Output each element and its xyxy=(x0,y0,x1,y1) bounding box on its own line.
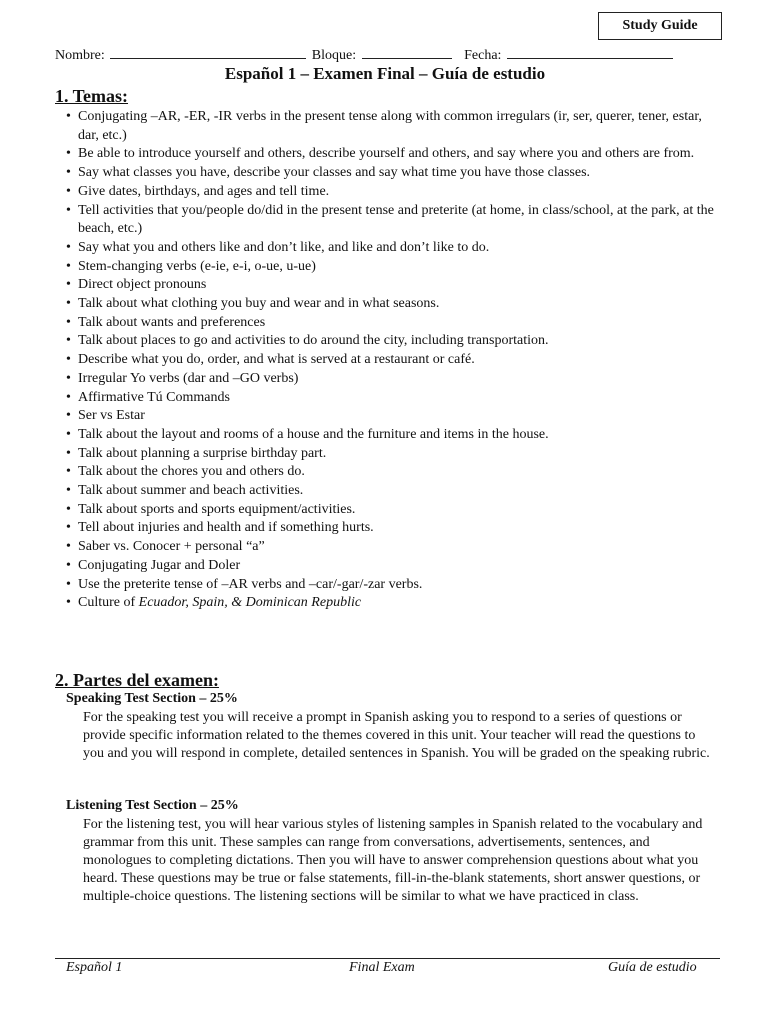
page-title: Español 1 – Examen Final – Guía de estudio xyxy=(224,64,546,83)
list-item: • Talk about sports and sports equipment/activities. xyxy=(66,501,716,520)
list-item: • Tell about injuries and health and if something hurts. xyxy=(66,519,716,538)
list-item: • Talk about the chores you and others do. xyxy=(66,463,716,482)
bloque-field[interactable] xyxy=(362,46,452,59)
fecha-label: Fecha: xyxy=(464,48,502,63)
list-item: • Affirmative Tú Commands xyxy=(66,389,716,408)
list-item: • Conjugating –AR, -ER, -IR verbs in the present tense along with common irregulars (ir, ser, querer, tener, estar, dar, etc.) xyxy=(66,108,716,145)
list-item: • Talk about planning a surprise birthday part. xyxy=(66,445,716,464)
list-item: • Give dates, birthdays, and ages and tell time. xyxy=(66,183,716,202)
list-item-culture xyxy=(66,594,716,613)
list-item: • Ser vs Estar xyxy=(66,407,716,426)
footer-left: Español 1 xyxy=(66,960,123,975)
listening-section-heading: Listening Test Section – 25% xyxy=(66,798,239,813)
list-item: • Irregular Yo verbs (dar and –GO verbs) xyxy=(66,370,716,389)
fecha-field[interactable] xyxy=(507,46,673,59)
topics-list xyxy=(66,108,716,613)
list-item: • Talk about what clothing you buy and wear and in what seasons. xyxy=(66,295,716,314)
nombre-label: Nombre: xyxy=(55,48,105,63)
bloque-label: Bloque: xyxy=(311,48,357,63)
list-item: • Saber vs. Conocer + personal “a” xyxy=(66,538,716,557)
nombre-field[interactable] xyxy=(110,46,306,59)
footer-center: Final Exam xyxy=(349,960,415,975)
list-item: • Talk about the layout and rooms of a house and the furniture and items in the house. xyxy=(66,426,716,445)
speaking-section-text: For the speaking test you will receive a prompt in Spanish asking you to respond to a series of questions or provide specific information related to the themes covered in this unit. Your teacher will read the questions to you and you will respond in complete, detailed sentences in Spanish. You will be graded on the speaking rubric. xyxy=(83,710,710,761)
list-item: • Talk about wants and preferences xyxy=(66,314,716,333)
culture-prefix: Culture of xyxy=(78,595,139,611)
list-item: • Say what classes you have, describe your classes and say what time you have those classes. xyxy=(66,164,716,183)
footer-divider xyxy=(55,958,720,959)
list-item: • Tell activities that you/people do/did in the present tense and preterite (at home, in class/school, at the park, at the beach, etc.) xyxy=(66,202,716,239)
section-partes-heading: 2. Partes del examen: xyxy=(55,670,219,690)
list-item: • Conjugating Jugar and Doler xyxy=(66,557,716,576)
list-item: • Direct object pronouns xyxy=(66,276,716,295)
list-item: • Talk about places to go and activities to do around the city, including transportation. xyxy=(66,332,716,351)
study-guide-badge: Study Guide xyxy=(598,12,722,40)
list-item: • Use the preterite tense of –AR verbs and –car/-gar/-zar verbs. xyxy=(66,576,716,595)
list-item: • Talk about summer and beach activities. xyxy=(66,482,716,501)
footer-right: Guía de estudio xyxy=(608,960,697,975)
list-item: • Stem-changing verbs (e-ie, e-i, o-ue, u-ue) xyxy=(66,258,716,277)
culture-places: Ecuador, Spain, & Dominican Republic xyxy=(138,595,362,611)
listening-section-text: For the listening test, you will hear various styles of listening samples in Spanish related to the vocabulary and grammar from this unit. These samples can range from conversations, advertisements, sentences, and monologues to completing dictations. Then you will have to answer comprehension questions about what you heard. These questions may be true or false statements, fill-in-the-blank statements, short answer questions, or multiple-choice questions. The listening sections will be similar to what we have practiced in class. xyxy=(83,817,703,904)
list-item: • Say what you and others like and don’t like, and like and don’t like to do. xyxy=(66,239,716,258)
list-item: • Describe what you do, order, and what is served at a restaurant or café. xyxy=(66,351,716,370)
student-info-fields xyxy=(55,46,675,64)
list-item: • Be able to introduce yourself and others, describe yourself and others, and say where you and others are from. xyxy=(66,145,716,164)
section-temas-heading: 1. Temas: xyxy=(55,86,129,106)
speaking-section-heading: Speaking Test Section – 25% xyxy=(66,691,238,706)
